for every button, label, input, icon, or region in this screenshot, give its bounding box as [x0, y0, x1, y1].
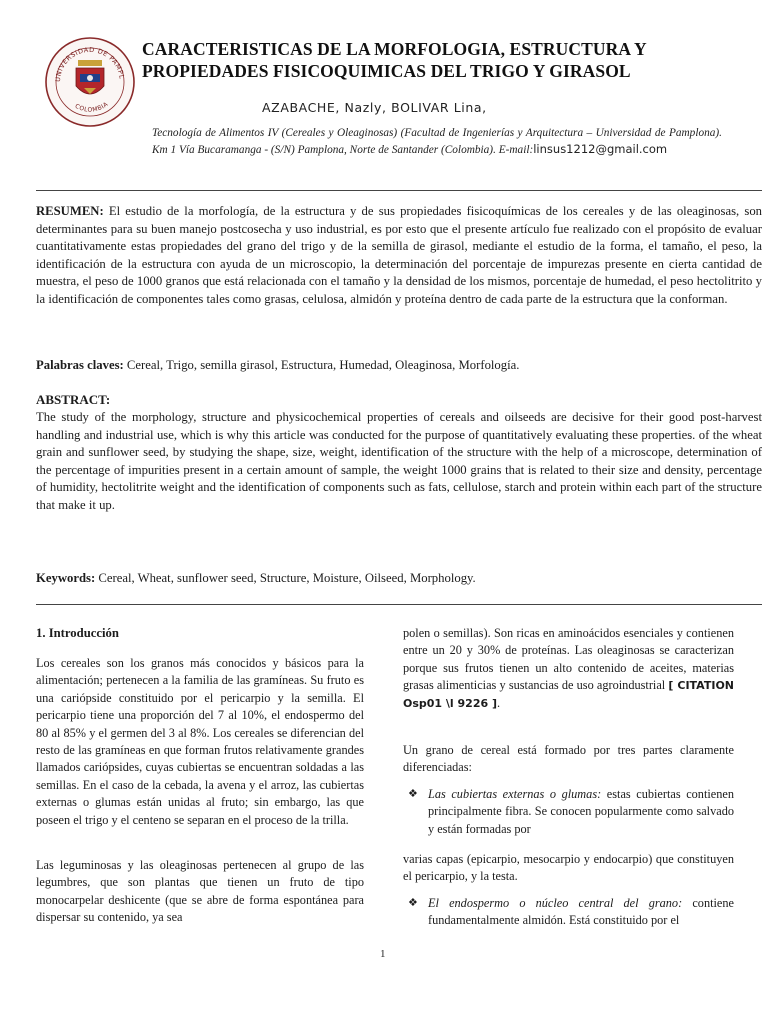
page-number: 1: [380, 948, 386, 960]
intro-paragraph-1: Los cereales son los granos más conocidos y básicos para la alimentación; pertenecen a la familia de las gramíneas. Su fruto es una cariópside constituido por el pericarpio y la semilla. El pericarpio tiene una proporción del 7 al 10%, el endospermo del 80 al 85% y el germen del 3 al 8%. Los cereales se diferencian del resto de las gramíneas en que forman frutos relativamente grandes llamados cariópsides, cuyas cubiertas se encuentran soldadas a las semillas. En el caso de la cebada, la avena y el arroz, las cubiertas externas o glumas están unidas al fruto; sin embargo, las que poseen el trigo y el centeno se separan en el proceso de la trilla.: [36, 656, 364, 827]
intro-paragraph-2: Las leguminosas y las oleaginosas pertenecen al grupo de las legumbres, que son plantas que tienen un fruto de tipo monocarpelar deshicente (que se abre de forma espontánea para dispersar su contenido, ya sea: [36, 858, 364, 925]
palabras-text: Cereal, Trigo, semilla girasol, Estructura, Humedad, Oleaginosa, Morfología.: [126, 358, 520, 372]
intro-heading-text: 1. Introducción: [36, 626, 119, 640]
affiliation-text: Tecnología de Alimentos IV (Cereales y Oleaginosas) (Facultad de Ingenierías y Arquitectura – Universidad de Pamplona). Km 1 Vía Bucaramanga - (S/N) Pamplona, Norte de Santander (Colombia). E-mail:: [152, 127, 722, 156]
paper-affiliation: [152, 125, 722, 158]
body-divider: [36, 604, 762, 605]
intro-heading: [36, 625, 364, 642]
abstract-label: ABSTRACT:: [36, 392, 111, 407]
right-paragraph-1: [403, 625, 734, 712]
resumen-section: [36, 203, 762, 309]
bullet-endospermo-em: El endospermo o núcleo central del grano:: [428, 896, 683, 910]
right-p1-text: polen o semillas). Son ricas en aminoácidos esenciales y contienen entre un 20 y 30% de proteínas. Las oleaginosas se caracterizan porque sus frutos tienen un alto contenido de aceites, materias grasas alimenticias y sustancias de uso agroindustrial: [403, 626, 734, 693]
keywords: [36, 570, 762, 588]
svg-text:COLOMBIA: COLOMBIA: [73, 100, 110, 114]
palabras-label: Palabras claves:: [36, 358, 124, 372]
header-divider: [36, 190, 762, 191]
right-paragraph-3: varias capas (epicarpio, mesocarpio y endocarpio) que constituyen el pericarpio, y la testa.: [403, 852, 734, 884]
keywords-label: Keywords:: [36, 571, 96, 585]
bullet-diamond-icon: ❖: [408, 897, 418, 909]
bullet-endospermo-text: contiene fundamentalmente almidón. Está constituido por el: [428, 896, 734, 928]
bullet-diamond-icon: ❖: [408, 788, 418, 800]
bullet-endospermo: [428, 895, 734, 930]
bullet-cubiertas-text: estas cubiertas contienen principalmente fibra. Se conocen popularmente como salvado y están formadas por: [428, 787, 734, 836]
abstract-text: The study of the morphology, structure and physicochemical properties of cereals and oilseeds are decisive for their good post-harvest handling and industrial use, which is why this article was conducted for the purpose of quantitatively evaluating these properties. of the wheat grain and sunflower seed, by studying the shape, size, weight, identification of the structure with the help of a microscope, determination of the percentage of impurities present in a certain amount of sample, the weight 1000 grains that is related to their size and density, percentage of humidity, hectolitrite weight and the identification of components such as fats, cellulose, starch and protein within each part of the structure that make it up.: [36, 410, 762, 512]
citation-field: [ CITATION Osp01 \l 9226 ]: [403, 679, 734, 710]
paper-title: CARACTERISTICAS DE LA MORFOLOGIA, ESTRUCTURA Y PROPIEDADES FISICOQUIMICAS DEL TRIGO Y GIRASOL: [142, 39, 647, 81]
palabras-claves: [36, 357, 762, 375]
university-seal-logo: [44, 32, 136, 132]
right-p1-end: .: [497, 695, 501, 710]
bullet-cubiertas-em: Las cubiertas externas o glumas:: [428, 787, 602, 801]
paper-authors: AZABACHE, Nazly, BOLIVAR Lina,: [262, 100, 487, 115]
right-paragraph-2: Un grano de cereal está formado por tres partes claramente diferenciadas:: [403, 743, 734, 775]
svg-text:UNIVERSIDAD DE PAMPLONA: UNIVERSIDAD DE PAMPL: [53, 45, 126, 83]
bullet-cubiertas: [428, 786, 734, 838]
email-link[interactable]: linsus1212@gmail.com: [533, 142, 668, 156]
resumen-text: El estudio de la morfología, de la estructura y de sus propiedades fisicoquímicas de los cereales y de las oleaginosas, son determinantes para su buen manejo postcosecha y uso industrial, es por esto que el presente artículo fue realizado con el propósito de evaluar cuantitativamente estas propiedades del grano del trigo y de la semilla de girasol, mediante el estudio de la forma, el tamaño, el peso, la identificación de la estructura con ayuda de un microscopio, la determinación del porcentaje de impurezas presente en cierta cantidad de muestra, el peso de 1000 granos que está relacionada con el tamaño y la densidad de los mismos, porcentaje de humedad, el peso hectolitrito y la identificación de componentes tales como grasas, celulosa, almidón y proteína dentro de cada parte de la estructura que la conforman.: [36, 204, 763, 306]
keywords-text: Cereal, Wheat, sunflower seed, Structure, Moisture, Oilseed, Morphology.: [98, 571, 476, 585]
resumen-label: RESUMEN:: [36, 204, 104, 218]
